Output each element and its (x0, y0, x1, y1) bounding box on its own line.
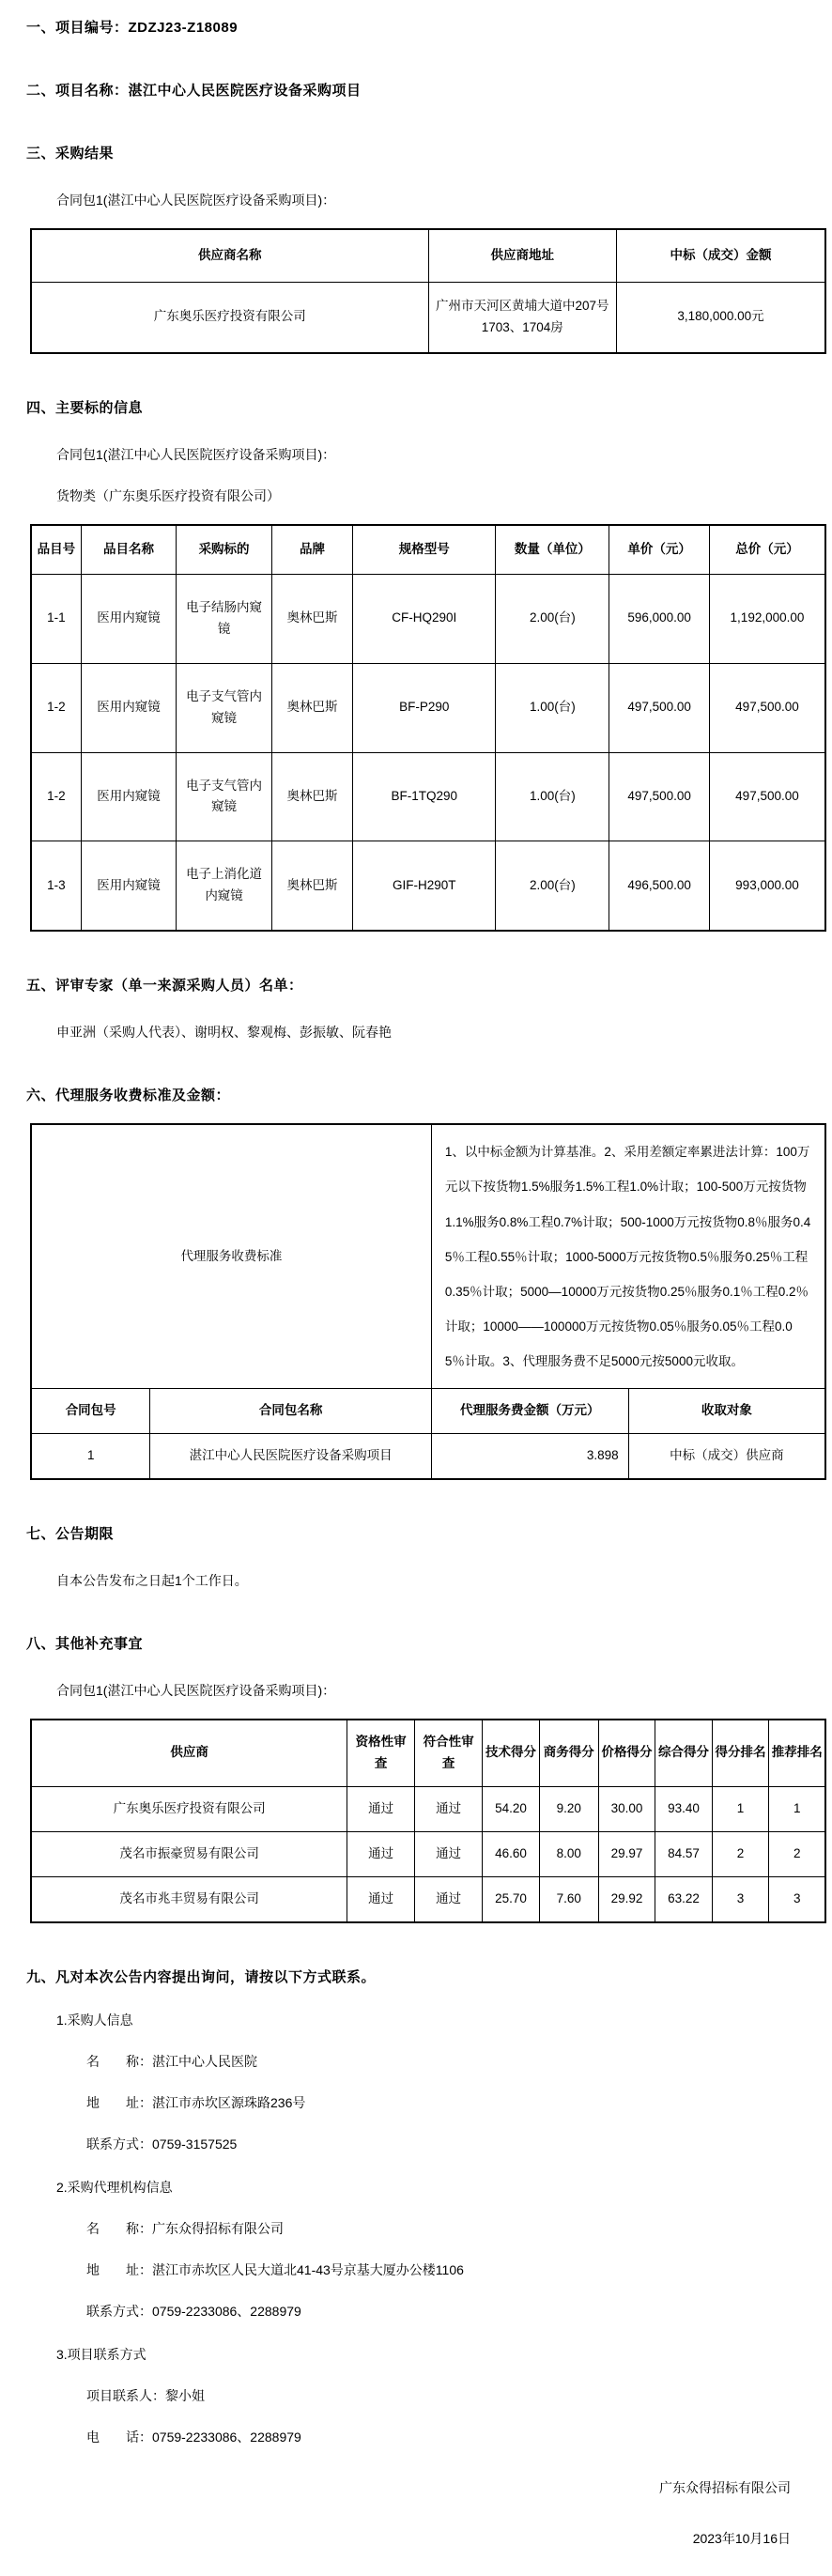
fee-header-package-no: 合同包号 (31, 1389, 150, 1434)
items-header-quantity: 数量（单位） (496, 525, 609, 574)
section-8-heading: 八、其他补充事宜 (26, 1636, 144, 1652)
table-row (31, 841, 825, 931)
score-price: 29.92 (598, 1876, 655, 1921)
item-total-price: 497,500.00 (709, 752, 825, 841)
item-quantity: 1.00(台) (496, 663, 609, 752)
score-header-overall-score: 综合得分 (655, 1720, 712, 1786)
table-row (31, 1876, 825, 1921)
result-table (30, 228, 826, 354)
score-supplier: 广东奥乐医疗投资有限公司 (31, 1786, 347, 1831)
score-commercial: 8.00 (539, 1831, 598, 1876)
score-header-recommend-rank: 推荐排名 (769, 1720, 825, 1786)
agency-address: 地 址：湛江市赤坎区人民大道北41-43号京基大厦办公楼1106 (86, 2261, 464, 2277)
items-header-procurement-object: 采购标的 (177, 525, 272, 574)
score-header-commercial-score: 商务得分 (539, 1720, 598, 1786)
score-rank: 2 (712, 1831, 769, 1876)
result-cell-supplier-address: 广州市天河区黄埔大道中207号1703、1704房 (428, 282, 617, 352)
score-qualification: 通过 (347, 1831, 415, 1876)
score-rank: 3 (712, 1876, 769, 1921)
fee-header-charged-party: 收取对象 (628, 1389, 825, 1434)
purchaser-address: 地 址：湛江市赤坎区源珠路236号 (86, 2094, 306, 2110)
score-technical: 46.60 (483, 1831, 540, 1876)
item-model: BF-1TQ290 (353, 752, 496, 841)
items-header-model: 规格型号 (353, 525, 496, 574)
score-header-price-score: 价格得分 (598, 1720, 655, 1786)
items-header-total-price: 总价（元） (709, 525, 825, 574)
score-supplier: 茂名市振豪贸易有限公司 (31, 1831, 347, 1876)
recommend-rank: 1 (769, 1786, 825, 1831)
item-unit-price: 496,500.00 (609, 841, 710, 931)
result-header-supplier-name: 供应商名称 (31, 229, 428, 282)
score-overall: 84.57 (655, 1831, 712, 1876)
item-brand: 奥林巴斯 (271, 841, 352, 931)
purchaser-name: 名 称：湛江中心人民医院 (86, 2053, 257, 2069)
item-name: 医用内窥镜 (81, 663, 177, 752)
item-name: 医用内窥镜 (81, 841, 177, 931)
item-model: GIF-H290T (353, 841, 496, 931)
item-no: 1-1 (31, 574, 81, 663)
score-header-qualification-review: 资格性审查 (347, 1720, 415, 1786)
item-name: 医用内窥镜 (81, 752, 177, 841)
recommend-rank: 2 (769, 1831, 825, 1876)
expert-names-line: 申亚洲（采购人代表）、谢明权、黎观梅、彭振敏、阮春艳 (56, 1025, 392, 1041)
item-quantity: 2.00(台) (496, 574, 609, 663)
item-object: 电子支气管内窥镜 (177, 663, 272, 752)
project-contact-title: 3.项目联系方式 (56, 2346, 146, 2362)
item-no: 1-2 (31, 663, 81, 752)
score-commercial: 9.20 (539, 1786, 598, 1831)
score-qualification: 通过 (347, 1876, 415, 1921)
agency-contact: 联系方式：0759-2233086、2288979 (86, 2303, 301, 2319)
fee-standard-text: 1、以中标金额为计算基准。2、采用差额定率累进法计算：100万元以下按货物1.5%服务1.5%工程1.0%计取；100-500万元按货物1.1%服务0.8%工程0.7%计取；500-1000万元按货物0.8％服务0.45％工程0.55％计取；1000-5000万元按货物0.5％服务0.25％工程0.35％计取；5000—10000万元按货物0.25％服务0.1％工程0.2％计取；10000——100000万元按货物0.05％服务0.05％工程0.05％计取。3、代理服务费不足5000元按5000元收取。 (431, 1124, 825, 1388)
score-overall: 63.22 (655, 1876, 712, 1921)
item-no: 1-3 (31, 841, 81, 931)
purchaser-info-title: 1.采购人信息 (56, 2012, 133, 2028)
recommend-rank: 3 (769, 1876, 825, 1921)
items-table (30, 524, 826, 932)
section-2-heading: 二、项目名称：湛江中心人民医院医疗设备采购项目 (26, 83, 362, 99)
result-cell-supplier-name: 广东奥乐医疗投资有限公司 (31, 282, 428, 352)
items-table-header-row (31, 525, 825, 574)
result-cell-award-amount: 3,180,000.00元 (617, 282, 826, 352)
fee-standard-label: 代理服务收费标准 (31, 1124, 431, 1388)
score-rank: 1 (712, 1786, 769, 1831)
item-model: CF-HQ290I (353, 574, 496, 663)
table-row (31, 574, 825, 663)
table-row (31, 282, 825, 352)
table-row (31, 663, 825, 752)
item-no: 1-2 (31, 752, 81, 841)
item-brand: 奥林巴斯 (271, 663, 352, 752)
section-6-heading: 六、代理服务收费标准及金额： (26, 1087, 231, 1104)
section-3-heading: 三、采购结果 (26, 146, 115, 162)
fee-cell-fee-amount: 3.898 (431, 1434, 628, 1479)
score-qualification: 通过 (347, 1786, 415, 1831)
item-name: 医用内窥镜 (81, 574, 177, 663)
score-table (30, 1719, 826, 1923)
fee-table-header-row (31, 1389, 825, 1434)
score-header-technical-score: 技术得分 (483, 1720, 540, 1786)
announcement-document (0, 17, 832, 2548)
result-header-supplier-address: 供应商地址 (428, 229, 617, 282)
agency-name: 名 称：广东众得招标有限公司 (86, 2220, 284, 2236)
score-price: 30.00 (598, 1786, 655, 1831)
score-technical: 54.20 (483, 1786, 540, 1831)
footer-date: 2023年10月16日 (692, 2530, 791, 2546)
items-header-item-name: 品目名称 (81, 525, 177, 574)
section-4-category-line: 货物类（广东奥乐医疗投资有限公司） (56, 487, 280, 503)
score-supplier: 茂名市兆丰贸易有限公司 (31, 1876, 347, 1921)
score-conformity: 通过 (415, 1831, 483, 1876)
item-total-price: 993,000.00 (709, 841, 825, 931)
score-overall: 93.40 (655, 1786, 712, 1831)
score-price: 29.97 (598, 1831, 655, 1876)
fee-header-fee-amount: 代理服务费金额（万元） (431, 1389, 628, 1434)
table-row (31, 1434, 825, 1479)
purchaser-contact: 联系方式：0759-3157525 (86, 2136, 238, 2152)
section-4-package-line: 合同包1(湛江中心人民医院医疗设备采购项目)： (56, 446, 336, 462)
item-object: 电子支气管内窥镜 (177, 752, 272, 841)
items-header-brand: 品牌 (271, 525, 352, 574)
item-object: 电子结肠内窥镜 (177, 574, 272, 663)
fee-cell-charged-party: 中标（成交）供应商 (628, 1434, 825, 1479)
section-8-package-line: 合同包1(湛江中心人民医院医疗设备采购项目)： (56, 1683, 336, 1698)
item-brand: 奥林巴斯 (271, 574, 352, 663)
project-contact-person: 项目联系人：黎小姐 (86, 2387, 205, 2403)
score-header-score-rank: 得分排名 (712, 1720, 769, 1786)
project-contact-phone: 电 话：0759-2233086、2288979 (86, 2429, 301, 2445)
item-unit-price: 596,000.00 (609, 574, 710, 663)
fee-standard-row (31, 1124, 825, 1388)
fee-header-package-name: 合同包名称 (150, 1389, 431, 1434)
section-5-heading: 五、评审专家（单一来源采购人员）名单： (26, 978, 303, 995)
items-header-item-no: 品目号 (31, 525, 81, 574)
agency-fee-table (30, 1123, 826, 1480)
items-header-unit-price: 单价（元） (609, 525, 710, 574)
agency-info-title: 2.采购代理机构信息 (56, 2179, 173, 2195)
item-total-price: 497,500.00 (709, 663, 825, 752)
score-technical: 25.70 (483, 1876, 540, 1921)
item-model: BF-P290 (353, 663, 496, 752)
item-quantity: 1.00(台) (496, 752, 609, 841)
result-table-header-row (31, 229, 825, 282)
score-header-supplier: 供应商 (31, 1720, 347, 1786)
footer-company: 广东众得招标有限公司 (659, 2479, 791, 2495)
score-header-conformity-review: 符合性审查 (415, 1720, 483, 1786)
fee-cell-package-name: 湛江中心人民医院医疗设备采购项目 (150, 1434, 431, 1479)
result-header-award-amount: 中标（成交）金额 (617, 229, 826, 282)
table-row (31, 1786, 825, 1831)
table-row (31, 752, 825, 841)
section-4-heading: 四、主要标的信息 (26, 399, 144, 416)
section-1-heading: 一、项目编号：ZDZJ23-Z18089 (26, 20, 239, 36)
item-unit-price: 497,500.00 (609, 752, 710, 841)
item-quantity: 2.00(台) (496, 841, 609, 931)
score-conformity: 通过 (415, 1786, 483, 1831)
item-brand: 奥林巴斯 (271, 752, 352, 841)
announcement-period-line: 自本公告发布之日起1个工作日。 (56, 1573, 248, 1588)
section-7-heading: 七、公告期限 (26, 1526, 115, 1542)
score-table-header-row (31, 1720, 825, 1786)
item-total-price: 1,192,000.00 (709, 574, 825, 663)
score-conformity: 通过 (415, 1876, 483, 1921)
section-3-package-line: 合同包1(湛江中心人民医院医疗设备采购项目)： (56, 193, 336, 208)
item-unit-price: 497,500.00 (609, 663, 710, 752)
item-object: 电子上消化道内窥镜 (177, 841, 272, 931)
section-9-heading: 九、凡对本次公告内容提出询问，请按以下方式联系。 (26, 1968, 377, 1985)
table-row (31, 1831, 825, 1876)
fee-cell-package-no: 1 (31, 1434, 150, 1479)
contact-block (0, 2011, 832, 2446)
score-commercial: 7.60 (539, 1876, 598, 1921)
